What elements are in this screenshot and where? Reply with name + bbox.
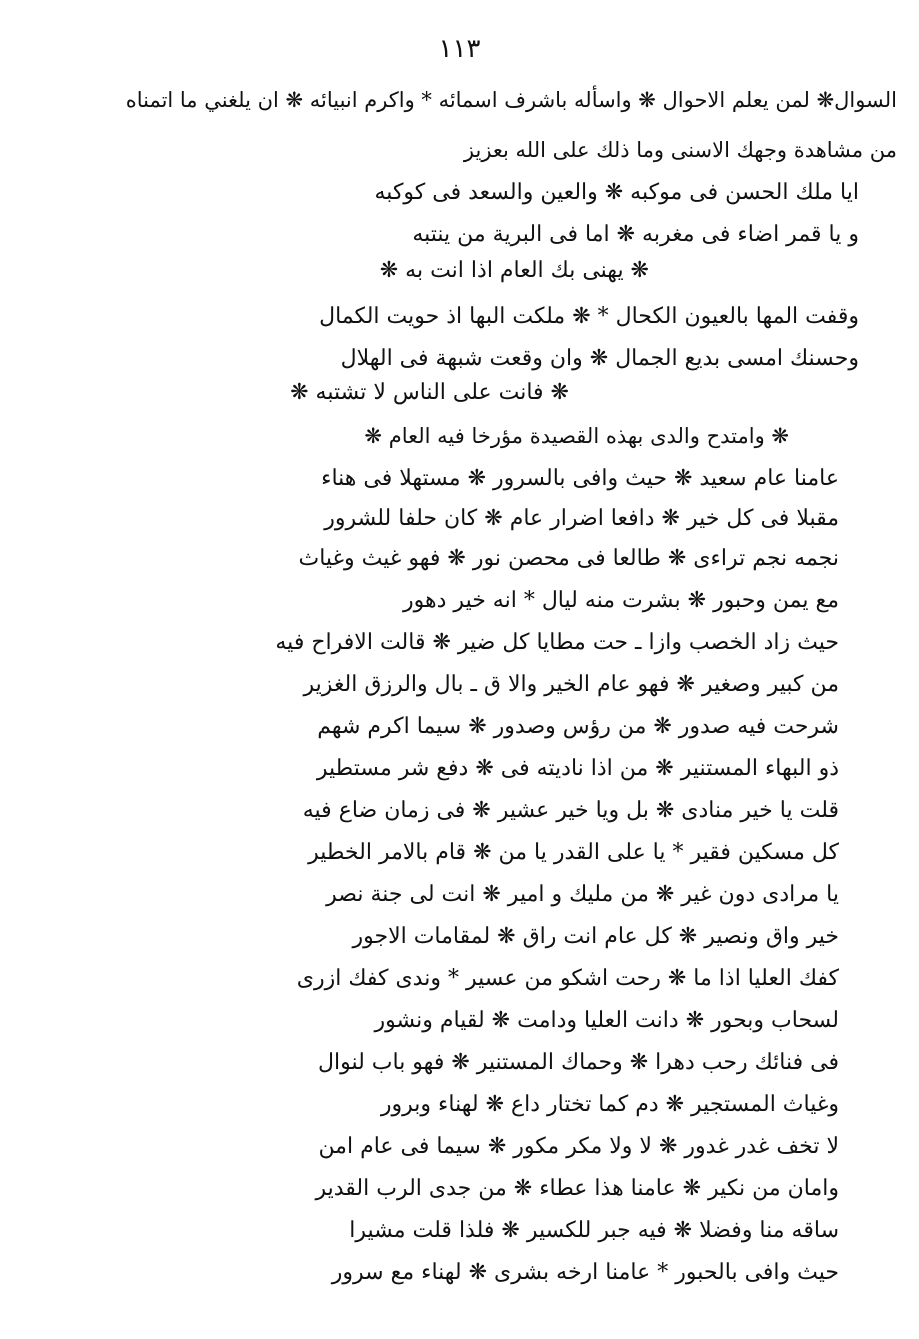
poem2-line-17: لا تخف غدر غدور ❋ لا ولا مكر مكور ❋ سيما فى عام امن [318, 1134, 839, 1159]
intro-line-1: السوال❋ لمن يعلم الاحوال ❋ واسأله باشرف اسمائه * واكرم انبيائه ❋ ان يلغني ما اتمناه [125, 88, 898, 112]
poem2-line-3: نجمه نجم تراءى ❋ طالعا فى محصن نور ❋ فهو غيث وغياث [298, 546, 839, 571]
poem2-line-19: ساقه منا وفضلا ❋ فيه جبر للكسير ❋ فلذا قلت مشيرا [349, 1218, 839, 1243]
poem2-line-12: خير واق ونصير ❋ كل عام انت راق ❋ لمقامات الاجور [352, 924, 839, 949]
poem1-line-1: ايا ملك الحسن فى موكبه ❋ والعين والسعد فى كوكبه [374, 180, 859, 205]
section-heading: ❋ وامتدح والدى بهذه القصيدة مؤرخا فيه العام ❋ [364, 424, 789, 448]
poem2-line-18: وامان من نكير ❋ عامنا هذا عطاء ❋ من جدى الرب القدير [315, 1176, 839, 1201]
poem2-line-20: حيث وافى بالحبور * عامنا ارخه بشرى ❋ لهناء مع سرور [331, 1260, 839, 1285]
poem2-line-8: ذو البهاء المستنير ❋ من اذا ناديته فى ❋ دفع شر مستطير [316, 756, 839, 781]
poem2-line-5: حيث زاد الخصب وازا ـ حت مطايا كل ضير ❋ قالت الافراح فيه [275, 630, 839, 655]
poem2-line-2: مقبلا فى كل خير ❋ دافعا اضرار عام ❋ كان حلفا للشرور [324, 506, 839, 531]
poem2-line-4: مع يمن وحبور ❋ بشرت منه ليال * انه خير دهور [403, 588, 839, 613]
poem2-line-9: قلت يا خير منادى ❋ بل ويا خير عشير ❋ فى زمان ضاع فيه [302, 798, 839, 823]
poem2-line-10: كل مسكين فقير * يا على القدر يا من ❋ قام بالامر الخطير [308, 840, 839, 865]
poem2-line-13: كفك العليا اذا ما ❋ رحت اشكو من عسير * وندى كفك ازرى [296, 966, 839, 991]
poem1-refrain-1: ❋ يهنى بك العام اذا انت به ❋ [379, 258, 649, 283]
poem2-line-6: من كبير وصغير ❋ فهو عام الخير والا ق ـ بال والرزق الغزير [303, 672, 839, 697]
poem1-line-2: و يا قمر اضاء فى مغربه ❋ اما فى البرية من ينتبه [412, 222, 859, 247]
poem2-line-14: لسحاب وبحور ❋ دانت العليا ودامت ❋ لقيام ونشور [374, 1008, 839, 1033]
intro-line-2: من مشاهدة وجهك الاسنى وما ذلك على الله بعزيز [463, 138, 897, 162]
poem2-line-15: فى فنائك رحب دهرا ❋ وحماك المستنير ❋ فهو باب لنوال [317, 1050, 839, 1075]
page-number: ١١٣ [438, 34, 481, 64]
poem1-refrain-2: ❋ فانت على الناس لا تشتبه ❋ [290, 380, 569, 405]
poem1-line-4: وحسنك امسى بديع الجمال ❋ وان وقعت شبهة فى الهلال [340, 346, 859, 371]
poem2-line-7: شرحت فيه صدور ❋ من رؤس وصدور ❋ سيما اكرم شهم [317, 714, 839, 739]
poem2-line-16: وغياث المستجير ❋ دم كما تختار داع ❋ لهناء وبرور [380, 1092, 839, 1117]
poem2-line-1: عامنا عام سعيد ❋ حيث وافى بالسرور ❋ مستهلا فى هناء [321, 466, 839, 491]
poem2-line-11: يا مرادى دون غير ❋ من مليك و امير ❋ انت لى جنة نصر [326, 882, 839, 907]
poem1-line-3: وقفت المها بالعيون الكحال * ❋ ملكت البها اذ حويت الكمال [319, 304, 859, 329]
